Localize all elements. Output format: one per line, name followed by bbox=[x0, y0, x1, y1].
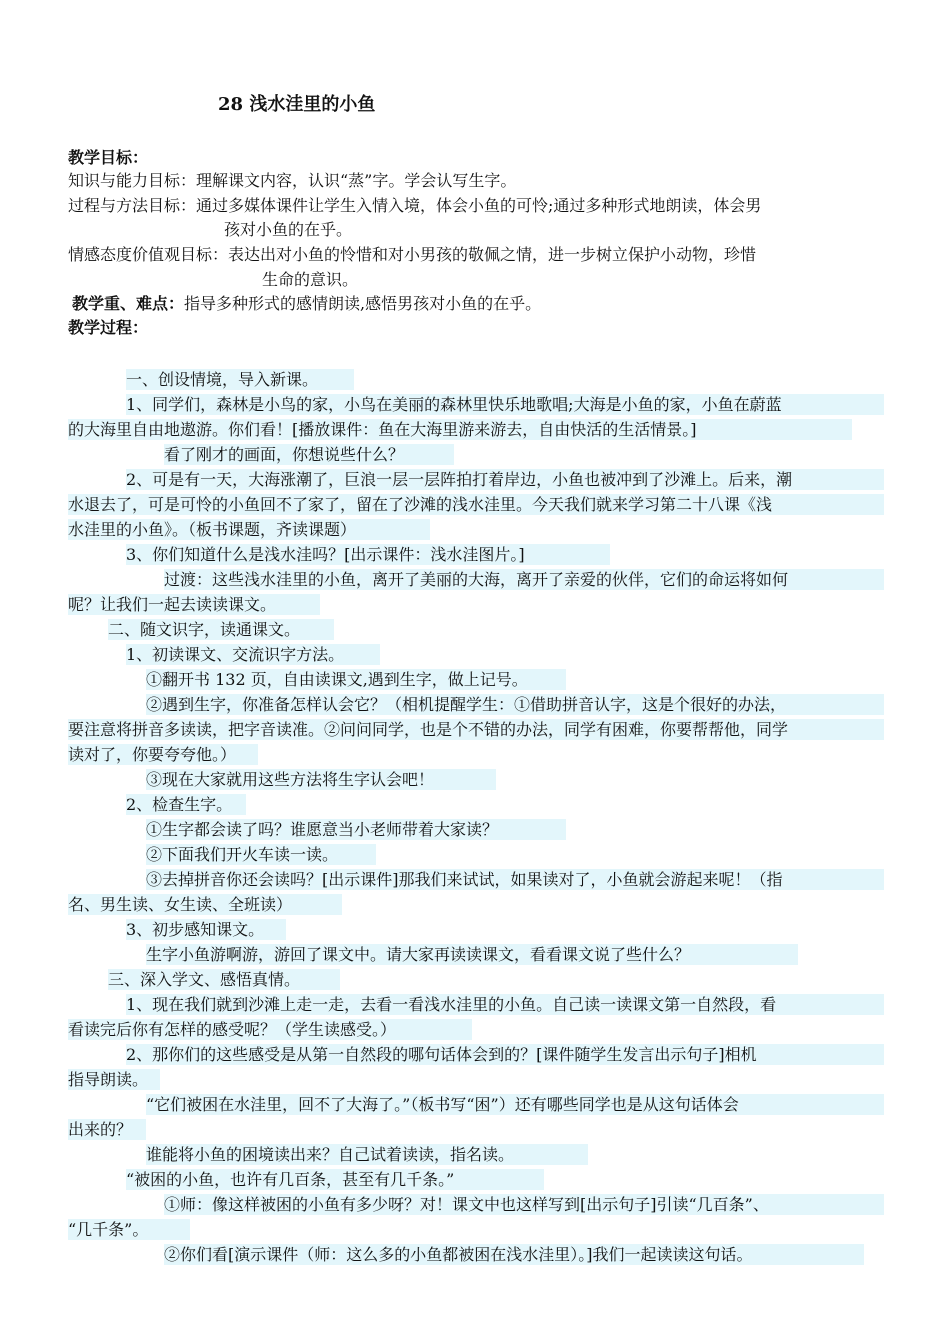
body-line: ③现在大家就用这些方法将生字认会吧！ bbox=[146, 770, 435, 789]
body-line: 3、你们知道什么是浅水洼吗？[出示课件：浅水洼图片。] bbox=[126, 545, 525, 564]
process-heading: 教学过程： bbox=[68, 318, 149, 337]
body-line: 一、创设情境，导入新课。 bbox=[126, 370, 319, 389]
emotion-objective: 情感态度价值观目标：表达出对小鱼的怜惜和对小男孩的敬佩之情，进一步树立保护小动物，珍惜 bbox=[68, 245, 757, 264]
focus-label: 教学重、难点： bbox=[72, 294, 185, 313]
body-line: 名、男生读、女生读、全班读） bbox=[68, 895, 293, 914]
body-line: 1、现在我们就到沙滩上走一走，去看一看浅水洼里的小鱼。自己读一读课文第一自然段，看 bbox=[126, 995, 777, 1014]
body-line: ①师：像这样被困的小鱼有多少呀？对！课文中也这样写到[出示句子]引读“几百条”、 bbox=[164, 1195, 769, 1214]
body-line: 指导朗读。 bbox=[68, 1070, 149, 1089]
body-line: 水洼里的小鱼》。（板书课题，齐读课题） bbox=[68, 520, 357, 539]
body-line: 看读完后你有怎样的感受呢？（学生读感受。） bbox=[68, 1020, 397, 1039]
body-line: 读对了，你要夸夸他。） bbox=[68, 745, 237, 764]
focus-text: 指导多种形式的感情朗读,感悟男孩对小鱼的在乎。 bbox=[184, 294, 542, 313]
body-line: 二、随文识字，读通课文。 bbox=[108, 620, 301, 639]
body-line: 2、那你们的这些感受是从第一自然段的哪句话体会到的？[课件随学生发言出示句子]相机 bbox=[126, 1045, 757, 1064]
body-line: 生字小鱼游啊游，游回了课文中。请大家再读读课文，看看课文说了些什么？ bbox=[146, 945, 691, 964]
body-line: 看了刚才的画面，你想说些什么？ bbox=[164, 445, 405, 464]
body-line: 水退去了，可是可怜的小鱼回不了家了，留在了沙滩的浅水洼里。今天我们就来学习第二十八课《浅 bbox=[68, 495, 773, 514]
body-line: “几千条”。 bbox=[68, 1220, 149, 1239]
process-objective: 过程与方法目标：通过多媒体课件让学生入情入境，体会小鱼的可怜;通过多种形式地朗读，体会男 bbox=[68, 196, 762, 215]
body-line: 1、同学们，森林是小鸟的家，小鸟在美丽的森林里快乐地歌唱;大海是小鱼的家，小鱼在蔚蓝 bbox=[126, 395, 782, 414]
emotion-objective-cont: 生命的意识。 bbox=[262, 270, 359, 289]
body-line: ②下面我们开火车读一读。 bbox=[146, 845, 339, 864]
body-line: 谁能将小鱼的困境读出来？自己试着读读，指名读。 bbox=[146, 1145, 515, 1164]
focus-line bbox=[72, 294, 541, 314]
body-line: 1、初读课文、交流识字方法。 bbox=[126, 645, 345, 664]
body-line: ③去掉拼音你还会读吗？[出示课件]那我们来试试，如果读对了，小鱼就会游起来呢！（指 bbox=[146, 870, 783, 889]
body-line: ①生字都会读了吗？谁愿意当小老师带着大家读？ bbox=[146, 820, 499, 839]
body-line: 出来的？ bbox=[68, 1120, 133, 1139]
knowledge-objective: 知识与能力目标：理解课文内容，认识“蒸”字。学会认写生字。 bbox=[68, 171, 517, 190]
body-line: 的大海里自由地遨游。你们看！[播放课件：鱼在大海里游来游去，自由快活的生活情景。] bbox=[68, 420, 697, 439]
process-objective-cont: 孩对小鱼的在乎。 bbox=[224, 220, 353, 239]
lesson-title: 28 浅水洼里的小鱼 bbox=[218, 94, 376, 115]
body-line: 3、初步感知课文。 bbox=[126, 920, 265, 939]
body-line: 三、深入学文、感悟真情。 bbox=[108, 970, 301, 989]
body-line: 呢？让我们一起去读读课文。 bbox=[68, 595, 277, 614]
body-line: “被困的小鱼，也许有几百条，甚至有几千条。” bbox=[126, 1170, 455, 1189]
body-line: 2、可是有一天，大海涨潮了，巨浪一层一层阵拍打着岸边，小鱼也被冲到了沙滩上。后来，潮 bbox=[126, 470, 793, 489]
body-line: “它们被困在水洼里，回不了大海了。”（板书写“困”）还有哪些同学也是从这句话体会 bbox=[146, 1095, 739, 1114]
body-line: ②遇到生字，你准备怎样认会它？（相机提醒学生：①借助拼音认字，这是个很好的办法， bbox=[146, 695, 787, 714]
body-line: ②你们看[演示课件（师：这么多的小鱼都被困在浅水洼里）。]我们一起读读这句话。 bbox=[164, 1245, 753, 1264]
objectives-heading: 教学目标： bbox=[68, 148, 149, 167]
body-line: ①翻开书 132 页，自由读课文,遇到生字，做上记号。 bbox=[146, 670, 528, 689]
body-line: 要注意将拼音多读读，把字音读准。②问问同学，也是个不错的办法，同学有困难，你要帮帮他，同学 bbox=[68, 720, 789, 739]
body-line: 过渡：这些浅水洼里的小鱼，离开了美丽的大海，离开了亲爱的伙伴，它们的命运将如何 bbox=[164, 570, 789, 589]
body-line: 2、检查生字。 bbox=[126, 795, 233, 814]
